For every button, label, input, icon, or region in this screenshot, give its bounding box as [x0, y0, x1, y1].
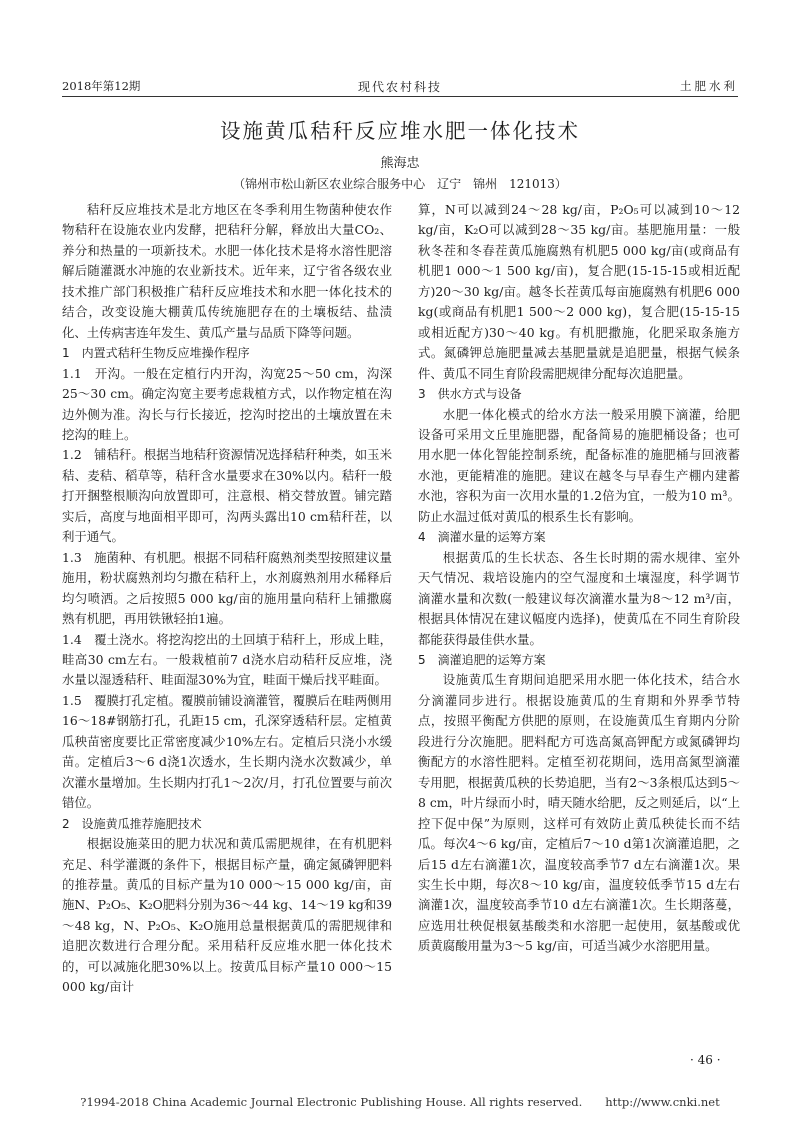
copyright-footer: ?1994-2018 China Academic Journal Electronic Publishing House. All rights reserved. http://www.cnki.net — [80, 1095, 720, 1109]
right-column — [418, 200, 740, 957]
author-affiliation: （锦州市松山新区农业综合服务中心 辽宁 锦州 121013） — [233, 177, 567, 191]
header-divider — [62, 96, 738, 97]
section-heading-1: 1 内置式秸秆生物反应堆操作程序 — [62, 346, 250, 361]
section-heading-2: 2 设施黄瓜推荐施肥技术 — [62, 816, 202, 831]
section-heading-5: 5 滴灌追肥的运筹方案 — [418, 652, 546, 667]
section-2-paragraph: 根据设施菜田的肥力状况和黄瓜需肥规律，在有机肥料充足、科学灌溉的条件下，根据目标产量，确定氮磷钾肥料的推荐量。黄瓜的目标产量为10 000～15 000 kg/亩，亩施N、P₂O₅、K₂O肥料分别为36～44 kg、14～19 kg和39～48 kg，N、P₂O₅、K₂O施用总量根据黄瓜的需肥规律和追肥次数进行合理分配。采用秸秆反应堆水肥一体化技术的，可以减施化肥30%以上。按黄瓜目标产量10 000～15 000 kg/亩计 — [62, 836, 392, 995]
subsection-1-5: 1.5 覆膜打孔定植。覆膜前铺设滴灌管，覆膜后在畦两侧用16～18#钢筋打孔，孔距15 cm，孔深穿透秸秆层。定植黄瓜秧苗密度要比正常密度减少10%左右。定植后只浇小水缓苗。定植后3～6 d浇1次透水，生长期内浇水次数减少，单次灌水量增加。生长期内打孔1～2次/月，打孔位置要与前次错位。 — [62, 692, 392, 811]
running-header — [62, 78, 738, 98]
section-4-paragraph: 根据黄瓜的生长状态、各生长时期的需水规律、室外天气情况、栽培设施内的空气湿度和土壤湿度，科学调节滴灌水量和次数(一般建议每次滴灌水量为8～12 m³/亩，根据具体情况在建议幅度内选择)，使黄瓜在不同生育阶段都能获得最佳供水量。 — [418, 549, 740, 647]
section-heading-4: 4 滴灌水量的运筹方案 — [418, 530, 546, 545]
section-3-paragraph: 水肥一体化模式的给水方法一般采用膜下滴灌，给肥设备可采用文丘里施肥器，配备简易的施肥桶设备；也可用水肥一体化智能控制系统，配备标准的施肥桶与回液蓄水池，更能精准的施肥。建议在越冬与早春生产棚内建蓄水池，容积为亩一次用水量的1.2倍为宜，一般为10 m³。防止水温过低对黄瓜的根系生长有影响。 — [418, 406, 740, 524]
journal-name: 现代农村科技 — [357, 80, 442, 94]
intro-paragraph: 秸秆反应堆技术是北方地区在冬季利用生物菌种使农作物秸秆在设施农业内发酵，把秸秆分解，释放出大量CO₂、养分和热量的一项新技术。水肥一体化技术是将水溶性肥溶解后随灌溉水冲施的农业新技术。近年来，辽宁省各级农业技术推广部门积极推广秸秆反应堆技术和水肥一体化技术的结合，改变设施大棚黄瓜传统施肥存在的土壤板结、盐渍化、土传病害连年发生、黄瓜产量与品质下降等问题。 — [62, 202, 392, 340]
section-2-continued: 算，N可以减到24～28 kg/亩，P₂O₅可以减到10～12 kg/亩，K₂O可以减到28～35 kg/亩。基肥施用量：一般秋冬茬和冬春茬黄瓜施腐熟有机肥5 000 kg/亩(或商品有机肥1 000～1 500 kg/亩)，复合肥(15-15-15或相近配方)20～30 kg/亩。越冬长茬黄瓜每亩施腐熟有机肥6 000 kg(或商品有机肥1 500～2 000 kg)，复合肥(15-15-15或相近配方)30～40 kg。有机肥撒施，化肥采取条施方式。氮磷钾总施肥量减去基肥量就是追肥量，根据气候条件、黄瓜不同生育阶段需肥规律分配每次追肥量。 — [418, 202, 740, 381]
page-number: · 46 · — [690, 1053, 721, 1067]
left-column — [62, 200, 392, 998]
article-title: 设施黄瓜秸秆反应堆水肥一体化技术 — [220, 119, 580, 143]
issue-label: 2018年第12期 — [62, 79, 141, 93]
column-name: 土肥水利 — [680, 79, 738, 93]
subsection-1-4: 1.4 覆土浇水。将挖沟挖出的土回填于秸秆上，形成上畦，畦高30 cm左右。一般栽植前7 d浇水启动秸秆反应堆，浇水量以湿透秸秆、畦面湿30%为宜，畦面干燥后找平畦面。 — [62, 631, 392, 688]
section-heading-3: 3 供水方式与设备 — [418, 387, 522, 402]
article-author: 熊海忠 — [380, 156, 420, 171]
subsection-1-2: 1.2 铺秸秆。根据当地秸秆资源情况选择秸秆种类，如玉米秸、麦秸、稻草等，秸秆含水量要求在30%以内。秸秆一般打开捆整根顺沟向放置即可，注意根、梢交替放置。铺完踏实后，高度与地面相平即可，沟两头露出10 cm秸秆茬，以利于通气。 — [62, 447, 392, 545]
subsection-1-1: 1.1 开沟。一般在定植行内开沟，沟宽25～50 cm，沟深25～30 cm。确定沟宽主要考虑栽植方式，以作物定植在沟边外侧为准。沟长与行长接近，挖沟时挖出的土壤放置在未挖沟的畦上。 — [62, 365, 392, 442]
subsection-1-3: 1.3 施菌种、有机肥。根据不同秸秆腐熟剂类型按照建议量施用，粉状腐熟剂均匀撒在秸秆上，水剂腐熟剂用水稀释后均匀喷洒。之后按照5 000 kg/亩的施用量向秸秆上铺撒腐熟有机肥，再用铁锹轻拍1遍。 — [62, 549, 392, 627]
section-5-paragraph: 设施黄瓜生育期间追肥采用水肥一体化技术，结合水分滴灌同步进行。根据设施黄瓜的生育期和外界季节特点，按照平衡配方供肥的原则，在设施黄瓜生育期内分阶段进行分次施肥。肥料配方可选高氮高钾配方或氮磷钾均衡配方的水溶性肥料。定植至初花期间，选用高氮型滴灌专用肥，根据黄瓜秧的长势追肥，当有2～3条根瓜达到5～8 cm，叶片绿而小时，晴天随水给肥，反之则延后，以“上控下促中保”为原则，这样可有效防止黄瓜秧徒长而不结瓜。每次4～6 kg/亩，定植后7～10 d第1次滴灌追肥，之后15 d左右滴灌1次，温度较高季节7 d左右滴灌1次。果实生长中期，每次8～10 kg/亩，温度较低季节15 d左右滴灌1次，温度较高季节10 d左右滴灌1次。生长期落蔓，应选用壮秧促根氨基酸类和水溶肥一起使用，氨基酸或优质黄腐酸用量为3～5 kg/亩，可适当减少水溶肥用量。 — [418, 672, 740, 954]
